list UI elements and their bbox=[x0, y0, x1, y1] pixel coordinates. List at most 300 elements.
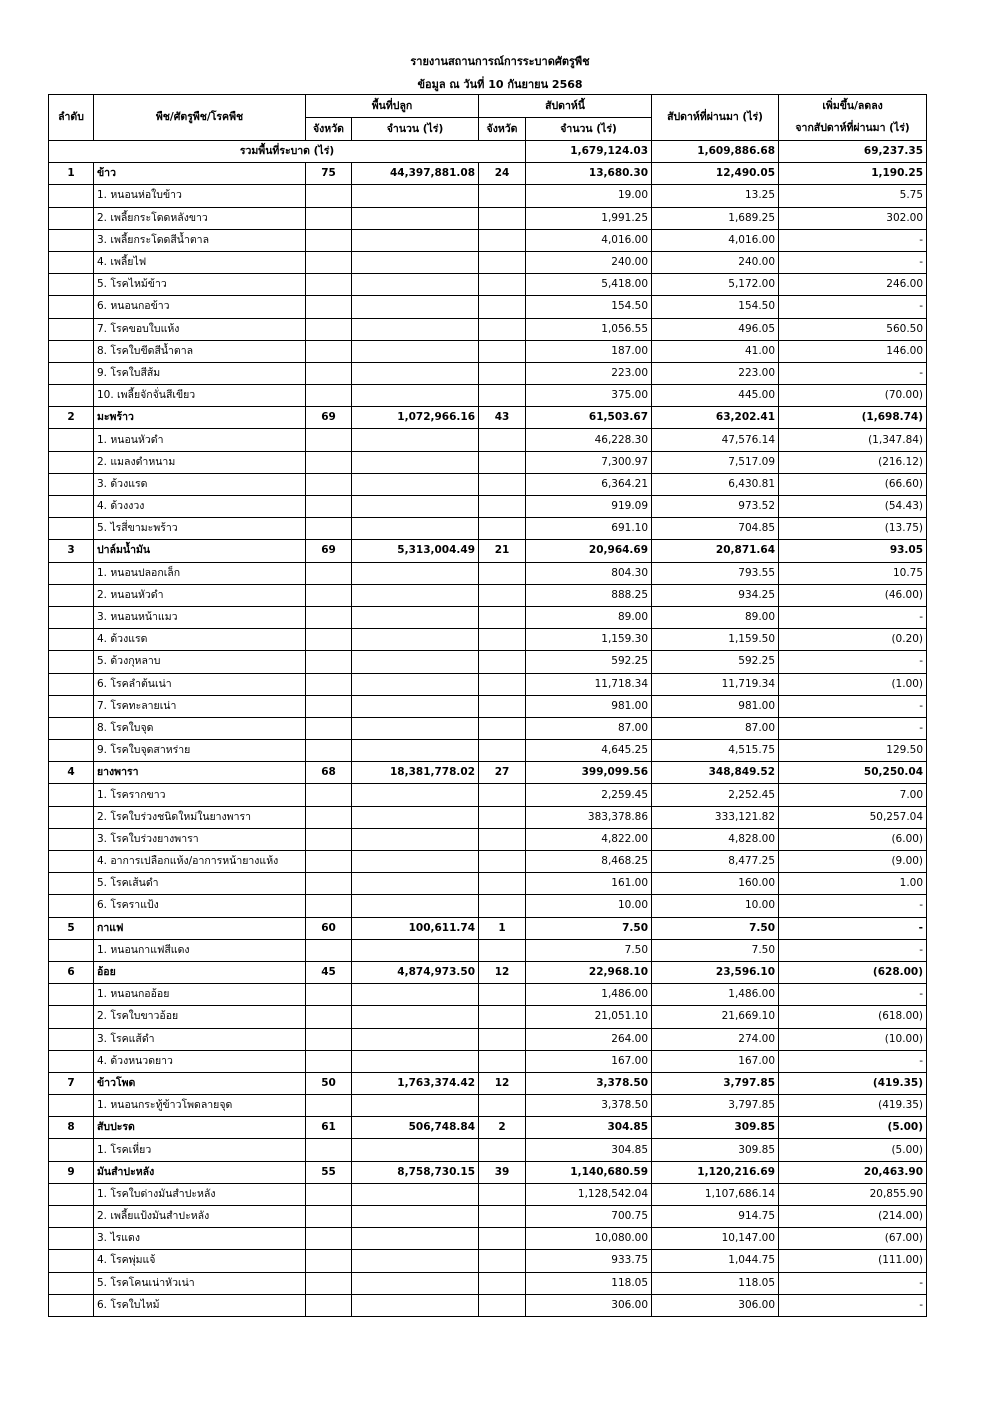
pest-change: - bbox=[779, 717, 927, 739]
pest-provinces-empty bbox=[306, 185, 352, 207]
crop-planted-area: 1,763,374.42 bbox=[352, 1072, 479, 1094]
pest-this-week: 240.00 bbox=[526, 251, 652, 273]
pest-this-week: 89.00 bbox=[526, 606, 652, 628]
pest-name: 2. หนอนหัวดำ bbox=[94, 584, 306, 606]
pest-name: 8. โรคใบจุด bbox=[94, 717, 306, 739]
pest-change: - bbox=[779, 651, 927, 673]
pest-area-empty bbox=[352, 784, 479, 806]
pest-provinces-empty bbox=[306, 851, 352, 873]
pest-area-empty bbox=[352, 362, 479, 384]
pest-provinces-empty bbox=[306, 429, 352, 451]
pest-last-week: 223.00 bbox=[652, 362, 779, 384]
pest-this-week: 306.00 bbox=[526, 1294, 652, 1316]
pest-provinces-empty bbox=[306, 562, 352, 584]
pest-provinces-empty bbox=[306, 806, 352, 828]
pest-week-provinces-empty bbox=[479, 1139, 526, 1161]
pest-week-provinces-empty bbox=[479, 806, 526, 828]
pest-row bbox=[49, 1206, 927, 1228]
pest-this-week: 46,228.30 bbox=[526, 429, 652, 451]
crop-seq: 5 bbox=[49, 917, 94, 939]
pest-name: 1. หนอนปลอกเล็ก bbox=[94, 562, 306, 584]
total-change: 69,237.35 bbox=[779, 141, 927, 163]
pest-change: (1,347.84) bbox=[779, 429, 927, 451]
crop-row bbox=[49, 961, 927, 983]
pest-name: 5. ด้วงกุหลาบ bbox=[94, 651, 306, 673]
pest-this-week: 10.00 bbox=[526, 895, 652, 917]
pest-provinces-empty bbox=[306, 385, 352, 407]
pest-last-week: 240.00 bbox=[652, 251, 779, 273]
pest-last-week: 5,172.00 bbox=[652, 274, 779, 296]
pest-area-empty bbox=[352, 1206, 479, 1228]
pest-provinces-empty bbox=[306, 984, 352, 1006]
pest-seq-empty bbox=[49, 1183, 94, 1205]
pest-this-week: 19.00 bbox=[526, 185, 652, 207]
pest-last-week: 10,147.00 bbox=[652, 1228, 779, 1250]
pest-row bbox=[49, 385, 927, 407]
pest-this-week: 981.00 bbox=[526, 695, 652, 717]
pest-area-empty bbox=[352, 451, 479, 473]
pest-provinces-empty bbox=[306, 939, 352, 961]
pest-area-empty bbox=[352, 296, 479, 318]
pest-last-week: 167.00 bbox=[652, 1050, 779, 1072]
pest-last-week: 934.25 bbox=[652, 584, 779, 606]
pest-name: 2. แมลงดำหนาม bbox=[94, 451, 306, 473]
pest-area-empty bbox=[352, 740, 479, 762]
pest-this-week: 4,016.00 bbox=[526, 229, 652, 251]
header-amount: จำนวน (ไร่) bbox=[352, 118, 479, 141]
pest-week-provinces-empty bbox=[479, 1006, 526, 1028]
pest-seq-empty bbox=[49, 229, 94, 251]
pest-name: 4. ด้วงงวง bbox=[94, 496, 306, 518]
crop-row bbox=[49, 1117, 927, 1139]
pest-provinces-empty bbox=[306, 740, 352, 762]
pest-this-week: 161.00 bbox=[526, 873, 652, 895]
pest-name: 1. โรคเหี่ยว bbox=[94, 1139, 306, 1161]
pest-seq-empty bbox=[49, 1028, 94, 1050]
pest-area-empty bbox=[352, 318, 479, 340]
crop-planted-area: 44,397,881.08 bbox=[352, 163, 479, 185]
crop-provinces: 75 bbox=[306, 163, 352, 185]
pest-this-week: 3,378.50 bbox=[526, 1095, 652, 1117]
pest-week-provinces-empty bbox=[479, 562, 526, 584]
pest-change: - bbox=[779, 984, 927, 1006]
crop-this-week: 7.50 bbox=[526, 917, 652, 939]
crop-last-week: 20,871.64 bbox=[652, 540, 779, 562]
pest-week-provinces-empty bbox=[479, 185, 526, 207]
pest-seq-empty bbox=[49, 562, 94, 584]
crop-row bbox=[49, 762, 927, 784]
pest-week-provinces-empty bbox=[479, 229, 526, 251]
total-label: รวมพื้นที่ระบาด (ไร่) bbox=[49, 141, 526, 163]
pest-change: (9.00) bbox=[779, 851, 927, 873]
pest-area-empty bbox=[352, 895, 479, 917]
pest-seq-empty bbox=[49, 1250, 94, 1272]
pest-change: - bbox=[779, 1272, 927, 1294]
pest-change: (214.00) bbox=[779, 1206, 927, 1228]
crop-this-week: 22,968.10 bbox=[526, 961, 652, 983]
pest-area-empty bbox=[352, 873, 479, 895]
pest-row bbox=[49, 296, 927, 318]
pest-provinces-empty bbox=[306, 473, 352, 495]
pest-row bbox=[49, 873, 927, 895]
crop-week-provinces: 27 bbox=[479, 762, 526, 784]
pest-area-empty bbox=[352, 695, 479, 717]
crop-provinces: 69 bbox=[306, 407, 352, 429]
pest-row bbox=[49, 895, 927, 917]
pest-week-provinces-empty bbox=[479, 740, 526, 762]
pest-area-empty bbox=[352, 1294, 479, 1316]
crop-provinces: 61 bbox=[306, 1117, 352, 1139]
pest-seq-empty bbox=[49, 451, 94, 473]
pest-change: (6.00) bbox=[779, 828, 927, 850]
pest-seq-empty bbox=[49, 673, 94, 695]
pest-this-week: 1,159.30 bbox=[526, 629, 652, 651]
pest-last-week: 4,828.00 bbox=[652, 828, 779, 850]
pest-week-provinces-empty bbox=[479, 673, 526, 695]
crop-name: มะพร้าว bbox=[94, 407, 306, 429]
pest-this-week: 304.85 bbox=[526, 1139, 652, 1161]
pest-last-week: 3,797.85 bbox=[652, 1095, 779, 1117]
pest-name: 5. โรคโคนเน่าหัวเน่า bbox=[94, 1272, 306, 1294]
pest-row bbox=[49, 496, 927, 518]
pest-last-week: 592.25 bbox=[652, 651, 779, 673]
pest-week-provinces-empty bbox=[479, 584, 526, 606]
crop-change: (5.00) bbox=[779, 1117, 927, 1139]
crop-planted-area: 5,313,004.49 bbox=[352, 540, 479, 562]
pest-row bbox=[49, 1050, 927, 1072]
pest-name: 9. โรคใบจุดสาหร่าย bbox=[94, 740, 306, 762]
pest-change: 302.00 bbox=[779, 207, 927, 229]
pest-last-week: 704.85 bbox=[652, 518, 779, 540]
crop-seq: 6 bbox=[49, 961, 94, 983]
crop-seq: 1 bbox=[49, 163, 94, 185]
pest-area-empty bbox=[352, 429, 479, 451]
pest-week-provinces-empty bbox=[479, 1250, 526, 1272]
pest-name: 1. หนอนกาแฟสีแดง bbox=[94, 939, 306, 961]
crop-last-week: 3,797.85 bbox=[652, 1072, 779, 1094]
crop-change: 93.05 bbox=[779, 540, 927, 562]
pest-last-week: 981.00 bbox=[652, 695, 779, 717]
pest-week-provinces-empty bbox=[479, 784, 526, 806]
pest-seq-empty bbox=[49, 806, 94, 828]
crop-planted-area: 18,381,778.02 bbox=[352, 762, 479, 784]
pest-provinces-empty bbox=[306, 251, 352, 273]
crop-provinces: 50 bbox=[306, 1072, 352, 1094]
crop-seq: 7 bbox=[49, 1072, 94, 1094]
pest-name: 1. หนอนกออ้อย bbox=[94, 984, 306, 1006]
pest-area-empty bbox=[352, 651, 479, 673]
pest-seq-empty bbox=[49, 318, 94, 340]
pest-row bbox=[49, 651, 927, 673]
pest-change: (70.00) bbox=[779, 385, 927, 407]
crop-seq: 4 bbox=[49, 762, 94, 784]
header-province: จังหวัด bbox=[306, 118, 352, 141]
pest-row bbox=[49, 717, 927, 739]
pest-provinces-empty bbox=[306, 1228, 352, 1250]
pest-name: 7. โรคทะลายเน่า bbox=[94, 695, 306, 717]
pest-week-provinces-empty bbox=[479, 385, 526, 407]
pest-provinces-empty bbox=[306, 1272, 352, 1294]
pest-this-week: 223.00 bbox=[526, 362, 652, 384]
pest-name: 2. โรคใบขาวอ้อย bbox=[94, 1006, 306, 1028]
pest-this-week: 804.30 bbox=[526, 562, 652, 584]
pest-area-empty bbox=[352, 385, 479, 407]
pest-this-week: 21,051.10 bbox=[526, 1006, 652, 1028]
crop-last-week: 348,849.52 bbox=[652, 762, 779, 784]
pest-this-week: 1,056.55 bbox=[526, 318, 652, 340]
pest-week-provinces-empty bbox=[479, 429, 526, 451]
pest-provinces-empty bbox=[306, 340, 352, 362]
pest-change: 129.50 bbox=[779, 740, 927, 762]
pest-week-provinces-empty bbox=[479, 274, 526, 296]
pest-week-provinces-empty bbox=[479, 296, 526, 318]
crop-this-week: 399,099.56 bbox=[526, 762, 652, 784]
pest-name: 5. ไรสี่ขามะพร้าว bbox=[94, 518, 306, 540]
pest-last-week: 914.75 bbox=[652, 1206, 779, 1228]
pest-last-week: 89.00 bbox=[652, 606, 779, 628]
pest-area-empty bbox=[352, 1228, 479, 1250]
pest-week-provinces-empty bbox=[479, 984, 526, 1006]
crop-last-week: 12,490.05 bbox=[652, 163, 779, 185]
pest-name: 1. โรครากขาว bbox=[94, 784, 306, 806]
pest-area-empty bbox=[352, 828, 479, 850]
pest-last-week: 1,486.00 bbox=[652, 984, 779, 1006]
pest-this-week: 383,378.86 bbox=[526, 806, 652, 828]
pest-last-week: 274.00 bbox=[652, 1028, 779, 1050]
pest-row bbox=[49, 229, 927, 251]
pest-last-week: 47,576.14 bbox=[652, 429, 779, 451]
pest-row bbox=[49, 318, 927, 340]
pest-week-provinces-empty bbox=[479, 496, 526, 518]
crop-row bbox=[49, 540, 927, 562]
pest-change: 1.00 bbox=[779, 873, 927, 895]
pest-name: 4. อาการเปลือกแห้ง/อาการหน้ายางแห้ง bbox=[94, 851, 306, 873]
pest-provinces-empty bbox=[306, 828, 352, 850]
pest-name: 5. โรคไหม้ข้าว bbox=[94, 274, 306, 296]
pest-row bbox=[49, 1139, 927, 1161]
pest-last-week: 13.25 bbox=[652, 185, 779, 207]
pest-this-week: 4,822.00 bbox=[526, 828, 652, 850]
crop-this-week: 304.85 bbox=[526, 1117, 652, 1139]
pest-seq-empty bbox=[49, 939, 94, 961]
crop-change: 20,463.90 bbox=[779, 1161, 927, 1183]
pest-change: 7.00 bbox=[779, 784, 927, 806]
pest-week-provinces-empty bbox=[479, 717, 526, 739]
pest-provinces-empty bbox=[306, 1028, 352, 1050]
pest-last-week: 1,107,686.14 bbox=[652, 1183, 779, 1205]
pest-area-empty bbox=[352, 1095, 479, 1117]
pest-provinces-empty bbox=[306, 229, 352, 251]
pest-row bbox=[49, 1294, 927, 1316]
pest-name: 1. หนอนหัวดำ bbox=[94, 429, 306, 451]
pest-name: 3. เพลี้ยกระโดดสีน้ำตาล bbox=[94, 229, 306, 251]
header-change-2: จากสัปดาห์ที่ผ่านมา (ไร่) bbox=[779, 118, 927, 141]
pest-last-week: 154.50 bbox=[652, 296, 779, 318]
crop-change: (628.00) bbox=[779, 961, 927, 983]
pest-last-week: 793.55 bbox=[652, 562, 779, 584]
pest-provinces-empty bbox=[306, 784, 352, 806]
pest-name: 2. เพลี้ยแป้งมันสำปะหลัง bbox=[94, 1206, 306, 1228]
pest-row bbox=[49, 806, 927, 828]
pest-week-provinces-empty bbox=[479, 1095, 526, 1117]
pest-this-week: 700.75 bbox=[526, 1206, 652, 1228]
pest-week-provinces-empty bbox=[479, 1294, 526, 1316]
crop-week-provinces: 24 bbox=[479, 163, 526, 185]
crop-name: ข้าวโพด bbox=[94, 1072, 306, 1094]
pest-name: 6. โรคลำต้นเน่า bbox=[94, 673, 306, 695]
pest-area-empty bbox=[352, 939, 479, 961]
pest-change: 20,855.90 bbox=[779, 1183, 927, 1205]
pest-week-provinces-empty bbox=[479, 1028, 526, 1050]
pest-this-week: 187.00 bbox=[526, 340, 652, 362]
pest-seq-empty bbox=[49, 828, 94, 850]
pest-area-empty bbox=[352, 207, 479, 229]
pest-area-empty bbox=[352, 1250, 479, 1272]
pest-this-week: 4,645.25 bbox=[526, 740, 652, 762]
crop-this-week: 20,964.69 bbox=[526, 540, 652, 562]
pest-name: 4. ด้วงแรด bbox=[94, 629, 306, 651]
pest-change: (54.43) bbox=[779, 496, 927, 518]
crop-name: ปาล์มน้ำมัน bbox=[94, 540, 306, 562]
header-item: พืช/ศัตรูพืช/โรคพืช bbox=[94, 95, 306, 141]
pest-row bbox=[49, 207, 927, 229]
pest-change: (66.60) bbox=[779, 473, 927, 495]
crop-week-provinces: 39 bbox=[479, 1161, 526, 1183]
pest-row bbox=[49, 429, 927, 451]
pest-row bbox=[49, 673, 927, 695]
pest-last-week: 21,669.10 bbox=[652, 1006, 779, 1028]
pest-this-week: 7.50 bbox=[526, 939, 652, 961]
pest-row bbox=[49, 584, 927, 606]
pest-provinces-empty bbox=[306, 717, 352, 739]
pest-area-empty bbox=[352, 562, 479, 584]
pest-name: 6. โรคใบไหม้ bbox=[94, 1294, 306, 1316]
pest-week-provinces-empty bbox=[479, 1206, 526, 1228]
crop-week-provinces: 1 bbox=[479, 917, 526, 939]
pest-name: 2. โรคใบร่วงชนิดใหม่ในยางพารา bbox=[94, 806, 306, 828]
pest-row bbox=[49, 451, 927, 473]
pest-this-week: 154.50 bbox=[526, 296, 652, 318]
pest-last-week: 973.52 bbox=[652, 496, 779, 518]
pest-week-provinces-empty bbox=[479, 895, 526, 917]
header-last-week: สัปดาห์ที่ผ่านมา (ไร่) bbox=[652, 95, 779, 141]
pest-week-provinces-empty bbox=[479, 828, 526, 850]
crop-name: ยางพารา bbox=[94, 762, 306, 784]
crop-change: (1,698.74) bbox=[779, 407, 927, 429]
pest-row bbox=[49, 562, 927, 584]
pest-last-week: 160.00 bbox=[652, 873, 779, 895]
pest-row bbox=[49, 606, 927, 628]
pest-name: 4. เพลี้ยไฟ bbox=[94, 251, 306, 273]
pest-area-empty bbox=[352, 229, 479, 251]
pest-week-provinces-empty bbox=[479, 629, 526, 651]
pest-change: 50,257.04 bbox=[779, 806, 927, 828]
pest-change: (5.00) bbox=[779, 1139, 927, 1161]
crop-week-provinces: 2 bbox=[479, 1117, 526, 1139]
pest-last-week: 8,477.25 bbox=[652, 851, 779, 873]
pest-last-week: 4,016.00 bbox=[652, 229, 779, 251]
pest-area-empty bbox=[352, 496, 479, 518]
pest-provinces-empty bbox=[306, 629, 352, 651]
pest-seq-empty bbox=[49, 606, 94, 628]
crop-name: ข้าว bbox=[94, 163, 306, 185]
pest-week-provinces-empty bbox=[479, 451, 526, 473]
pest-provinces-empty bbox=[306, 1294, 352, 1316]
pest-seq-empty bbox=[49, 274, 94, 296]
pest-name: 6. หนอนกอข้าว bbox=[94, 296, 306, 318]
pest-name: 6. โรคราแป้ง bbox=[94, 895, 306, 917]
header-this-week: สัปดาห์นี้ bbox=[479, 95, 652, 118]
pest-last-week: 309.85 bbox=[652, 1139, 779, 1161]
pest-area-empty bbox=[352, 984, 479, 1006]
pest-row bbox=[49, 251, 927, 273]
pest-row bbox=[49, 340, 927, 362]
crop-seq: 3 bbox=[49, 540, 94, 562]
pest-name: 1. หนอนกระทู้ข้าวโพดลายจุด bbox=[94, 1095, 306, 1117]
header-row-1 bbox=[49, 95, 927, 118]
pest-provinces-empty bbox=[306, 1050, 352, 1072]
crop-row bbox=[49, 917, 927, 939]
pest-name: 5. โรคเส้นดำ bbox=[94, 873, 306, 895]
crop-change: - bbox=[779, 917, 927, 939]
pest-area-empty bbox=[352, 1183, 479, 1205]
pest-area-empty bbox=[352, 1006, 479, 1028]
pest-area-empty bbox=[352, 251, 479, 273]
pest-row bbox=[49, 984, 927, 1006]
pest-this-week: 8,468.25 bbox=[526, 851, 652, 873]
pest-seq-empty bbox=[49, 873, 94, 895]
crop-provinces: 60 bbox=[306, 917, 352, 939]
pest-row bbox=[49, 695, 927, 717]
pest-seq-empty bbox=[49, 185, 94, 207]
crop-last-week: 23,596.10 bbox=[652, 961, 779, 983]
pest-last-week: 1,689.25 bbox=[652, 207, 779, 229]
pest-change: (67.00) bbox=[779, 1228, 927, 1250]
total-last-week: 1,609,886.68 bbox=[652, 141, 779, 163]
pest-last-week: 1,159.50 bbox=[652, 629, 779, 651]
pest-seq-empty bbox=[49, 1228, 94, 1250]
pest-seq-empty bbox=[49, 473, 94, 495]
pest-provinces-empty bbox=[306, 1006, 352, 1028]
pest-row bbox=[49, 1006, 927, 1028]
pest-area-empty bbox=[352, 1139, 479, 1161]
pest-this-week: 1,486.00 bbox=[526, 984, 652, 1006]
crop-week-provinces: 12 bbox=[479, 961, 526, 983]
pest-area-empty bbox=[352, 584, 479, 606]
pest-week-provinces-empty bbox=[479, 939, 526, 961]
pest-area-empty bbox=[352, 606, 479, 628]
pest-name: 8. โรคใบขีดสีน้ำตาล bbox=[94, 340, 306, 362]
pest-change: - bbox=[779, 1050, 927, 1072]
pest-week-provinces-empty bbox=[479, 251, 526, 273]
crop-change: (419.35) bbox=[779, 1072, 927, 1094]
pest-row bbox=[49, 274, 927, 296]
pest-name: 2. เพลี้ยกระโดดหลังขาว bbox=[94, 207, 306, 229]
pest-row bbox=[49, 851, 927, 873]
pest-name: 1. โรคใบด่างมันสำปะหลัง bbox=[94, 1183, 306, 1205]
pest-provinces-empty bbox=[306, 318, 352, 340]
pest-seq-empty bbox=[49, 340, 94, 362]
pest-last-week: 1,044.75 bbox=[652, 1250, 779, 1272]
pest-provinces-empty bbox=[306, 1095, 352, 1117]
pest-name: 9. โรคใบสีส้ม bbox=[94, 362, 306, 384]
pest-seq-empty bbox=[49, 784, 94, 806]
pest-this-week: 87.00 bbox=[526, 717, 652, 739]
crop-provinces: 68 bbox=[306, 762, 352, 784]
pest-last-week: 445.00 bbox=[652, 385, 779, 407]
pest-this-week: 167.00 bbox=[526, 1050, 652, 1072]
pest-week-provinces-empty bbox=[479, 362, 526, 384]
